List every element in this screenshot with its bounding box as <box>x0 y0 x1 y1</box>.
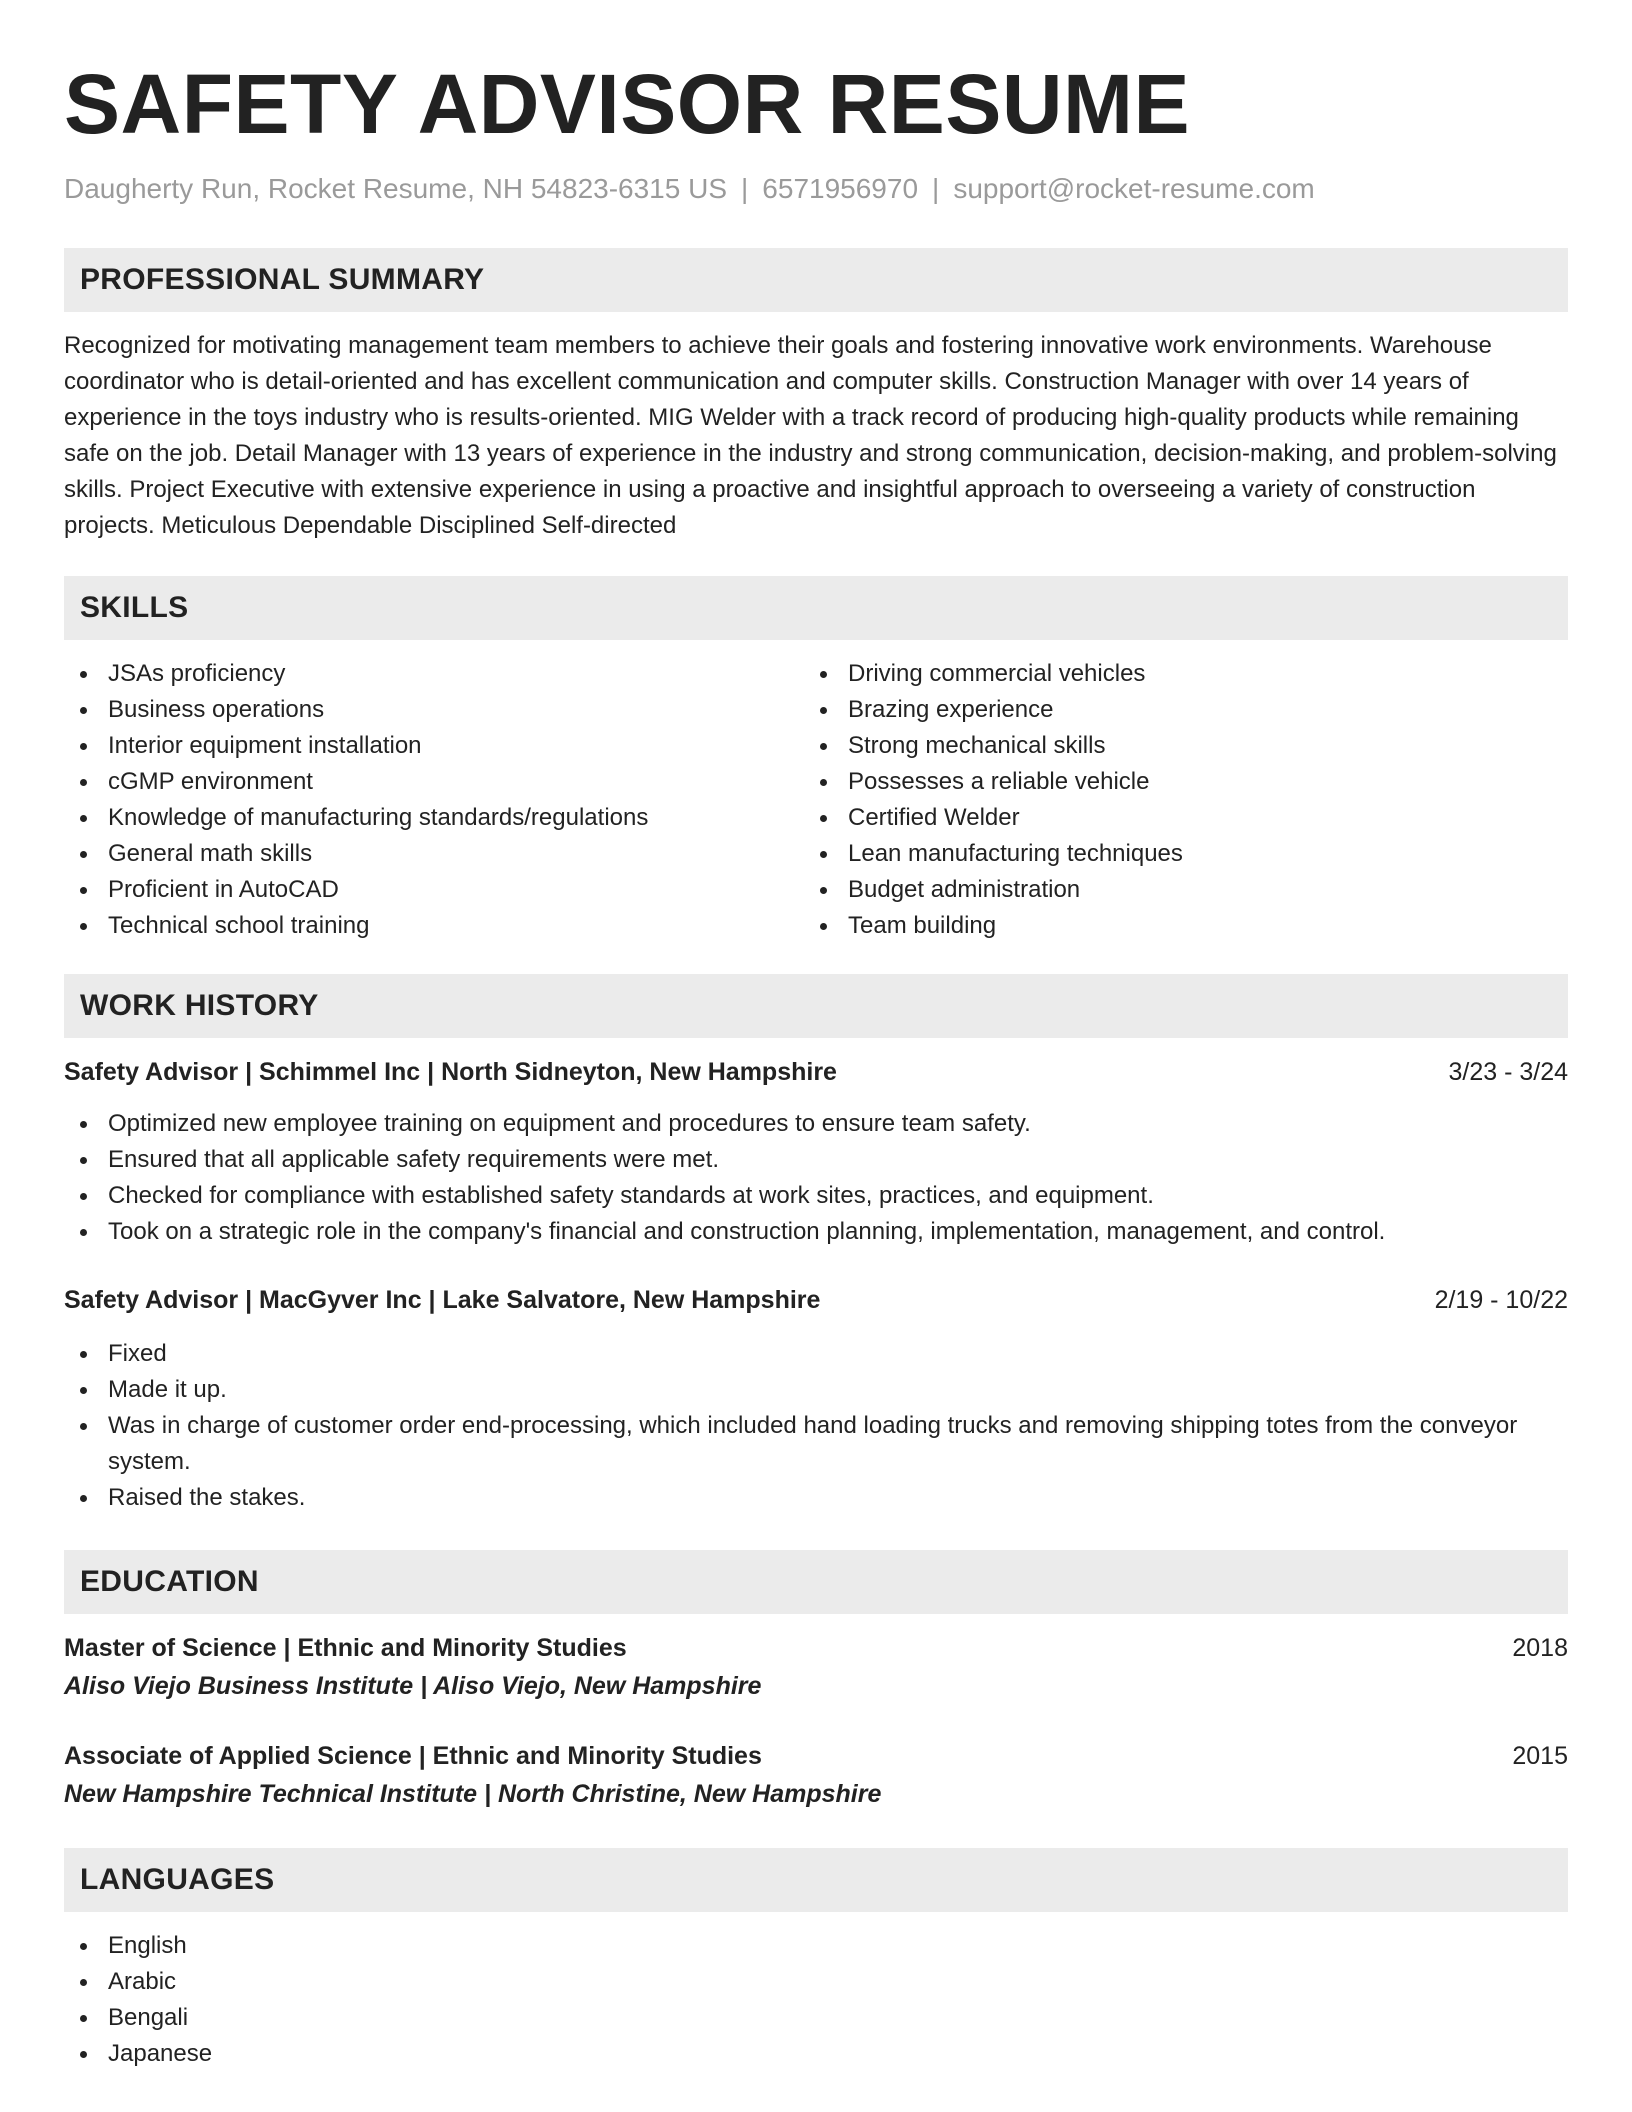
job-dates: 3/23 - 3/24 <box>1448 1058 1568 1086</box>
job-entry <box>64 1054 1568 1250</box>
skill-item: Driving commercial vehicles <box>804 656 1544 692</box>
skill-item: JSAs proficiency <box>64 656 804 692</box>
languages-list <box>64 1928 1568 2072</box>
education-school: New Hampshire Technical Institute | North Christine, New Hampshire <box>64 1780 882 1808</box>
work-history-heading: WORK HISTORY <box>64 974 1568 1038</box>
skill-item: Knowledge of manufacturing standards/regulations <box>64 800 804 836</box>
job-header <box>64 1054 1568 1090</box>
job-title: Safety Advisor | Schimmel Inc | North Sidneyton, New Hampshire <box>64 1058 837 1086</box>
education-header <box>64 1738 1568 1774</box>
skill-item: Strong mechanical skills <box>804 728 1544 764</box>
skill-item: Possesses a reliable vehicle <box>804 764 1544 800</box>
summary-heading: PROFESSIONAL SUMMARY <box>64 248 1568 312</box>
skills-heading: SKILLS <box>64 576 1568 640</box>
skill-item: Interior equipment installation <box>64 728 804 764</box>
job-header <box>64 1282 1568 1318</box>
skill-item: Proficient in AutoCAD <box>64 872 804 908</box>
job-bullet: Optimized new employee training on equipment and procedures to ensure team safety. <box>64 1106 1568 1142</box>
language-item: Arabic <box>64 1964 1568 2000</box>
summary-text: Recognized for motivating management team members to achieve their goals and fostering innovative work environments. Warehouse coordinator who is detail-oriented and has excellent communication and computer skills. Construction Manager with over 14 years of experience in the toys industry who is results-oriented. MIG Welder with a track record of producing high-quality products while remaining safe on the job. Detail Manager with 13 years of experience in the industry and strong communication, decision-making, and problem-solving skills. Project Executive with extensive experience in using a proactive and insightful approach to overseeing a variety of construction projects. Meticulous Dependable Disciplined Self-directed <box>64 332 1557 539</box>
skill-item: Technical school training <box>64 908 804 944</box>
language-item: Bengali <box>64 2000 1568 2036</box>
job-entry <box>64 1282 1568 1516</box>
education-entry <box>64 1630 1568 1704</box>
skill-item: Certified Welder <box>804 800 1544 836</box>
job-bullets <box>64 1106 1568 1250</box>
job-dates: 2/19 - 10/22 <box>1434 1286 1568 1314</box>
job-bullets <box>64 1336 1568 1516</box>
skill-item: cGMP environment <box>64 764 804 800</box>
education-degree: Master of Science | Ethnic and Minority Studies <box>64 1634 627 1662</box>
job-bullet: Was in charge of customer order end-processing, which included hand loading trucks and removing shipping totes from the conveyor system. <box>64 1408 1568 1480</box>
skill-item: Budget administration <box>804 872 1544 908</box>
contact-email: support@rocket-resume.com <box>953 173 1315 204</box>
contact-phone: 6571956970 <box>762 173 919 204</box>
skill-item: Team building <box>804 908 1544 944</box>
job-bullet: Made it up. <box>64 1372 1568 1408</box>
contact-line <box>64 172 1568 206</box>
skill-item: Lean manufacturing techniques <box>804 836 1544 872</box>
education-year: 2015 <box>1512 1742 1568 1770</box>
contact-separator: | <box>741 173 749 204</box>
contact-address: Daugherty Run, Rocket Resume, NH 54823-6315 US <box>64 173 728 204</box>
job-bullet: Raised the stakes. <box>64 1480 1568 1516</box>
language-item: English <box>64 1928 1568 1964</box>
education-year: 2018 <box>1512 1634 1568 1662</box>
education-entry <box>64 1738 1568 1812</box>
skills-column-left <box>64 656 804 944</box>
skills-column-right <box>804 656 1544 944</box>
education-school: Aliso Viejo Business Institute | Aliso Viejo, New Hampshire <box>64 1672 762 1700</box>
skill-item: Brazing experience <box>804 692 1544 728</box>
language-item: Japanese <box>64 2036 1568 2072</box>
education-header <box>64 1630 1568 1666</box>
contact-separator: | <box>932 173 940 204</box>
languages-heading: LANGUAGES <box>64 1848 1568 1912</box>
skills-grid <box>64 656 1568 944</box>
job-bullet: Checked for compliance with established safety standards at work sites, practices, and equipment. <box>64 1178 1568 1214</box>
resume-title: SAFETY ADVISOR RESUME <box>64 57 1191 151</box>
skill-item: General math skills <box>64 836 804 872</box>
education-degree: Associate of Applied Science | Ethnic and Minority Studies <box>64 1742 762 1770</box>
job-bullet: Fixed <box>64 1336 1568 1372</box>
job-title: Safety Advisor | MacGyver Inc | Lake Salvatore, New Hampshire <box>64 1286 821 1314</box>
job-bullet: Ensured that all applicable safety requirements were met. <box>64 1142 1568 1178</box>
job-bullet: Took on a strategic role in the company's financial and construction planning, implementation, management, and control. <box>64 1214 1568 1250</box>
education-heading: EDUCATION <box>64 1550 1568 1614</box>
skill-item: Business operations <box>64 692 804 728</box>
